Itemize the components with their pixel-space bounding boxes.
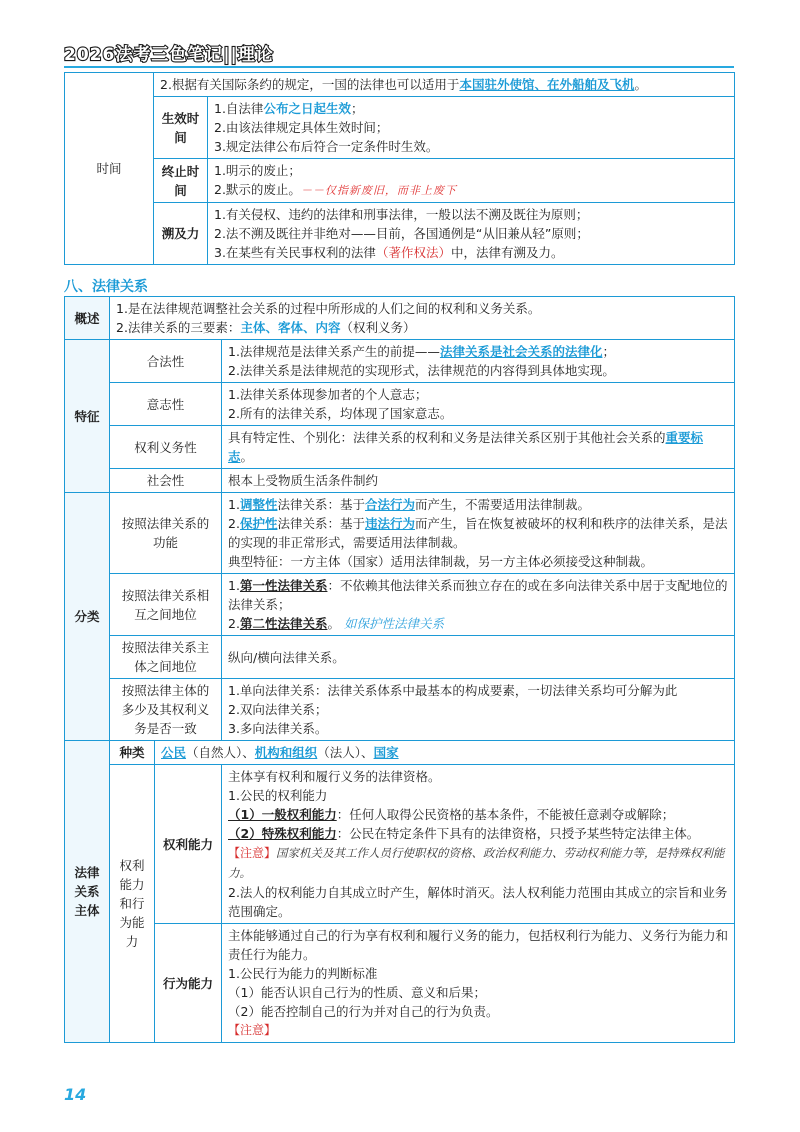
page-number: 14: [64, 1085, 87, 1104]
handwritten-note: 如保护性法律关系: [343, 616, 444, 631]
overview-content: 1.是在法律规范调整社会关系的过程中所形成的人们之间的权利和义务关系。 2.法律关系的三要素：主体、客体、内容（权利义务）: [110, 297, 735, 340]
intl-treaty-line: 2.根据有关国际条约的规定，一国的法律也可以适用于本国驻外使馆、在外船舶及飞机。: [154, 73, 735, 97]
handwritten-note: －－仅指新废旧，而非上废下: [300, 184, 457, 197]
subject-position-label: 按照法律关系主体之间地位: [110, 636, 222, 679]
social-content: 根本上受物质生活条件制约: [222, 469, 735, 493]
social-label: 社会性: [110, 469, 222, 493]
page-header: [64, 40, 274, 64]
effective-time-content: 1.自法律公布之日起生效； 2.由该法律规定具体生效时间； 3.规定法律公布后符合一定条件时生效。: [208, 97, 735, 159]
kinds-label: 种类: [110, 741, 155, 765]
termination-time-label: 终止时间: [154, 159, 208, 203]
capacity-label: 权利能力和行为能力: [110, 765, 155, 1043]
act-capacity-content: 主体能够通过自己的行为享有权利和履行义务的能力，包括权利行为能力、义务行为能力和责任行为能力。 1.公民行为能力的判断标准 （1）能否认识自己行为的性质、意义和后果； （2）能否控制自己的行为并对自己的行为负责。 【注意】: [222, 924, 735, 1043]
header-divider: [64, 66, 734, 68]
classification-label: 分类: [65, 493, 110, 741]
will-content: 1.法律关系体现参加者的个人意志； 2.所有的法律关系，均体现了国家意志。: [222, 383, 735, 426]
subject-position-content: 纵向/横向法律关系。: [222, 636, 735, 679]
features-label: 特征: [65, 340, 110, 493]
effective-time-label: 生效时间: [154, 97, 208, 159]
rights-capacity-content: 主体享有权利和履行义务的法律资格。 1.公民的权利能力 （1）一般权利能力：任何人取得公民资格的基本条件，不能被任意剥夺或解除； （2）特殊权利能力：公民在特定条件下具有的法律资格，只授予某些特定法律主体。 【注意】国家机关及其工作人员行使职权的资格、政治权利能力、劳动权利能力等，是特殊权利能力。 2.法人的权利能力自其成立时产生，解体时消灭。法人权利能力范围由其成立的宗旨和业务范围确定。: [222, 765, 735, 924]
time-table: [64, 72, 735, 265]
function-content: 1.调整性法律关系：基于合法行为而产生，不需要适用法律制裁。 2.保护性法律关系：基于违法行为而产生，旨在恢复被破坏的权利和秩序的法律关系，是法的实现的非正常形式，需要适用法律制裁。 典型特征：一方主体（国家）适用法律制裁，另一方主体必须接受这种制裁。: [222, 493, 735, 574]
legality-label: 合法性: [110, 340, 222, 383]
retroactivity-content: 1.有关侵权、违约的法律和刑事法律，一般以法不溯及既往为原则； 2.法不溯及既往并非绝对——目前，各国通例是“从旧兼从轻”原则； 3.在某些有关民事权利的法律（著作权法）中，法律有溯及力。: [208, 203, 735, 265]
time-label: 时间: [65, 73, 154, 265]
section-title: 八、法律关系: [64, 279, 148, 295]
retroactivity-label: 溯及力: [154, 203, 208, 265]
overview-label: 概述: [65, 297, 110, 340]
rights-duty-label: 权利义务性: [110, 426, 222, 469]
rights-capacity-label: 权利能力: [155, 765, 222, 924]
header-title: 2026法考三色笔记||理论: [64, 44, 274, 65]
function-label: 按照法律关系的功能: [110, 493, 222, 574]
position-label: 按照法律关系相互之间地位: [110, 574, 222, 636]
legality-content: 1.法律规范是法律关系产生的前提——法律关系是社会关系的法律化； 2.法律关系是法律规范的实现形式，法律规范的内容得到具体地实现。: [222, 340, 735, 383]
termination-time-content: 1.明示的废止； 2.默示的废止。－－仅指新废旧，而非上废下: [208, 159, 735, 203]
will-label: 意志性: [110, 383, 222, 426]
number-content: 1.单向法律关系：法律关系体系中最基本的构成要素，一切法律关系均可分解为此 2.双向法律关系； 3.多向法律关系。: [222, 679, 735, 741]
rights-duty-content: 具有特定性、个别化：法律关系的权利和义务是法律关系区别于其他社会关系的重要标志。: [222, 426, 735, 469]
position-content: 1.第一性法律关系：不依赖其他法律关系而独立存在的或在多向法律关系中居于支配地位的法律关系； 2.第二性法律关系。 如保护性法律关系: [222, 574, 735, 636]
act-capacity-label: 行为能力: [155, 924, 222, 1043]
legal-relation-table: [64, 296, 735, 1043]
kinds-content: 公民（自然人）、机构和组织（法人）、国家: [155, 741, 735, 765]
number-label: 按照法律主体的多少及其权利义务是否一致: [110, 679, 222, 741]
subject-label: 法律关系主体: [65, 741, 110, 1043]
